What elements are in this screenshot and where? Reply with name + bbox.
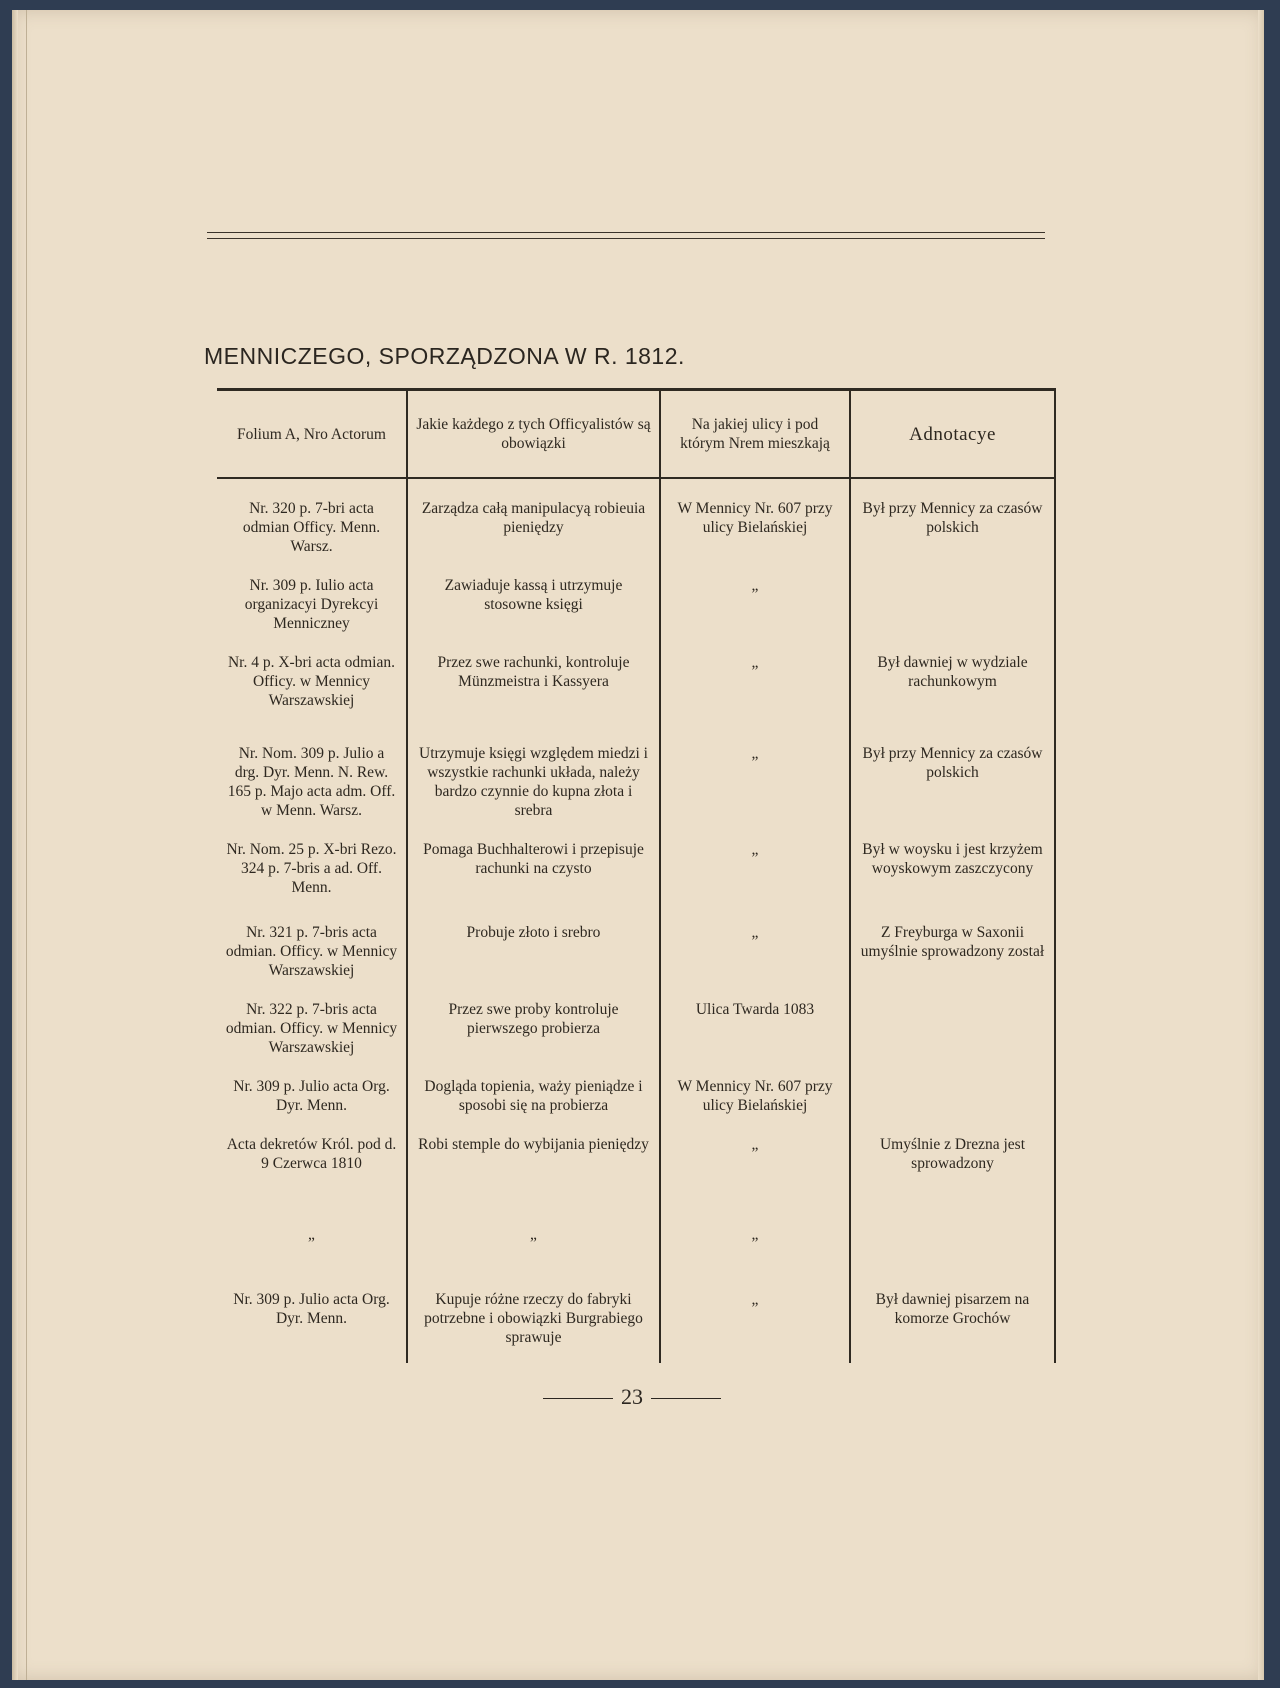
- table-header-row: [217, 390, 1055, 479]
- page-number-footer: [532, 1384, 732, 1410]
- cell-folium: Nr. 309 p. Iulio acta organizacyi Dyrekcyi Menniczney: [217, 576, 407, 633]
- cell-duties: Przez swe rachunki, kontroluje Münzmeistra i Kassyera: [407, 653, 660, 710]
- cell-folium: Nr. Nom. 25 p. X-bri Rezo. 324 p. 7-bris a ad. Off. Menn.: [217, 840, 407, 897]
- cell-duties: Probuje złoto i srebro: [407, 923, 660, 980]
- header-address: Na jakiej ulicy i pod którym Nrem mieszkają: [660, 390, 850, 479]
- cell-annotation: [850, 576, 1055, 633]
- cell-annotation: Był przy Mennicy za czasów polskich: [850, 744, 1055, 820]
- table-row: [217, 1077, 1055, 1115]
- table-row: [217, 1135, 1055, 1173]
- double-rule-divider: [207, 232, 1045, 239]
- right-dash: [651, 1398, 721, 1399]
- table-row: [217, 840, 1055, 897]
- cell-address: Ulica Twarda 1083: [660, 1000, 850, 1057]
- cell-duties: Dogląda topienia, waży pieniądze i sposobi się na probierza: [407, 1077, 660, 1115]
- cell-address: „: [660, 653, 850, 710]
- cell-duties: Robi stemple do wybijania pieniędzy: [407, 1135, 660, 1173]
- cell-duties: Kupuje różne rzeczy do fabryki potrzebne i obowiązki Burgrabiego sprawuje: [407, 1290, 660, 1363]
- cell-duties: „: [407, 1225, 660, 1244]
- cell-address: „: [660, 744, 850, 820]
- page-fold-line: [26, 10, 27, 1680]
- cell-annotation: Z Freyburga w Saxonii umyślnie sprowadzony został: [850, 923, 1055, 980]
- table-row: [217, 576, 1055, 633]
- table-row: [217, 1225, 1055, 1244]
- header-folium: Folium A, Nro Actorum: [217, 390, 407, 479]
- cell-duties: Utrzymuje księgi względem miedzi i wszystkie rachunki układa, należy bardzo czynnie do kupna złota i srebra: [407, 744, 660, 820]
- cell-folium: Acta dekretów Król. pod d. 9 Czerwca 1810: [217, 1135, 407, 1173]
- cell-folium: Nr. 4 p. X-bri acta odmian. Officy. w Mennicy Warszawskiej: [217, 653, 407, 710]
- cell-folium: „: [217, 1225, 407, 1244]
- cell-address: „: [660, 1225, 850, 1244]
- cell-folium: Nr. 320 p. 7-bri acta odmian Officy. Menn. Warsz.: [217, 499, 407, 556]
- table-row: [217, 499, 1055, 556]
- cell-address: „: [660, 840, 850, 897]
- cell-folium: Nr. 321 p. 7-bris acta odmian. Officy. w Mennicy Warszawskiej: [217, 923, 407, 980]
- cell-annotation: Był przy Mennicy za czasów polskich: [850, 499, 1055, 556]
- left-dash: [543, 1398, 613, 1399]
- cell-annotation: Był dawniej pisarzem na komorze Grochów: [850, 1290, 1055, 1363]
- cell-address: „: [660, 1290, 850, 1363]
- cell-annotation: [850, 1225, 1055, 1244]
- cell-annotation: [850, 1000, 1055, 1057]
- cell-folium: Nr. 309 p. Julio acta Org. Dyr. Menn.: [217, 1077, 407, 1115]
- officials-register-table: [217, 388, 1056, 1363]
- page-left-edge: [12, 10, 18, 1680]
- header-annotations: Adnotacye: [850, 390, 1055, 479]
- cell-annotation: [850, 1077, 1055, 1115]
- cell-annotation: Umyślnie z Drezna jest sprowadzony: [850, 1135, 1055, 1173]
- cell-address: „: [660, 1135, 850, 1173]
- cell-address: „: [660, 923, 850, 980]
- cell-folium: Nr. Nom. 309 p. Julio a drg. Dyr. Menn. N. Rew. 165 p. Majo acta adm. Off. w Menn. Warsz.: [217, 744, 407, 820]
- cell-duties: Przez swe proby kontroluje pierwszego probierza: [407, 1000, 660, 1057]
- cell-folium: Nr. 309 p. Julio acta Org. Dyr. Menn.: [217, 1290, 407, 1363]
- cell-folium: Nr. 322 p. 7-bris acta odmian. Officy. w Mennicy Warszawskiej: [217, 1000, 407, 1057]
- header-duties: Jakie każdego z tych Officyalistów są obowiązki: [407, 390, 660, 479]
- cell-annotation: Był w woysku i jest krzyżem woyskowym zaszczycony: [850, 840, 1055, 897]
- cell-annotation: Był dawniej w wydziale rachunkowym: [850, 653, 1055, 710]
- cell-address: W Mennicy Nr. 607 przy ulicy Bielańskiej: [660, 1077, 850, 1115]
- document-page: [12, 10, 1264, 1680]
- page-number: 23: [621, 1384, 643, 1409]
- cell-duties: Zawiaduje kassą i utrzymuje stosowne księgi: [407, 576, 660, 633]
- cell-address: „: [660, 576, 850, 633]
- page-heading: MENNICZEGO, SPORZĄDZONA W R. 1812.: [204, 343, 685, 369]
- cell-duties: Zarządza całą manipulacyą robieuia pieniędzy: [407, 499, 660, 556]
- table-row: [217, 653, 1055, 710]
- cell-duties: Pomaga Buchhalterowi i przepisuje rachunki na czysto: [407, 840, 660, 897]
- page-right-edge: [1258, 10, 1264, 1680]
- table-row: [217, 744, 1055, 820]
- table-row: [217, 1290, 1055, 1363]
- cell-address: W Mennicy Nr. 607 przy ulicy Bielańskiej: [660, 499, 850, 556]
- table-row: [217, 1000, 1055, 1057]
- table-row: [217, 923, 1055, 980]
